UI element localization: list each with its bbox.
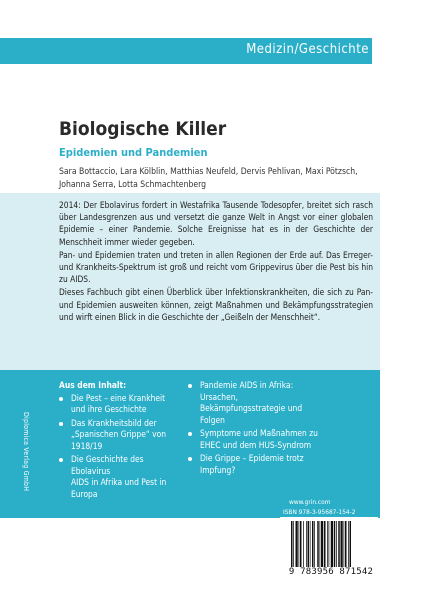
barcode-bar: [291, 521, 293, 567]
barcode-bar: [308, 521, 310, 567]
barcode-bar: [348, 521, 349, 567]
list-item: Die Geschichte des Ebolavirus: [59, 454, 177, 477]
bullet-icon: [59, 458, 63, 462]
book-title: Biologische Killer: [59, 118, 227, 140]
abstract-paragraph-2: Pan- und Epidemien traten und treten in allen Regionen der Erde auf. Das Erreger- und Krankheits-Spektrum ist groß und reicht vom Grippevirus über die Pest bis hin zu AIDS.: [59, 249, 373, 285]
barcode-bar: [345, 521, 347, 567]
barcode-bar: [303, 521, 304, 567]
barcode-bar: [293, 521, 294, 567]
isbn-label: ISBN 978-3-95687-154-2: [283, 508, 356, 516]
list-item: Pandemie AIDS in Afrika: Ursachen, Bekämpfungsstrategie und Folgen: [188, 380, 318, 426]
abstract-paragraph-1: 2014: Der Ebolavirus fordert in Westafrika Tausende Todesopfer, breitet sich rasch über Landesgrenzen aus und versetzt die ganze Welt in Angst vor einer globalen Epidemie – einer Pandemie. Solche Ereignisse hat es in der Geschichte der Menschheit immer wieder gegeben.: [59, 200, 373, 247]
book-subtitle: Epidemien und Pandemien: [59, 146, 208, 159]
barcode-bar: [327, 521, 328, 567]
barcode-bar: [338, 521, 340, 567]
list-item: Das Krankheitsbild der „Spanischen Grippe“ von 1918/19: [59, 418, 177, 453]
barcode-bar: [312, 521, 314, 567]
list-item: Die Grippe – Epidemie trotz Impfung?: [188, 453, 318, 476]
bullet-icon: [59, 397, 63, 401]
list-item: AIDS in Afrika und Pest in Europa: [71, 477, 167, 499]
barcode-bar: [306, 521, 307, 567]
barcode-bar: [329, 521, 330, 567]
barcode-icon: [291, 521, 371, 567]
barcode-bar: [344, 521, 345, 567]
contents-heading: Aus dem Inhalt:: [59, 380, 127, 390]
barcode-bar: [320, 521, 321, 567]
bullet-icon: [59, 422, 63, 426]
barcode-bar: [300, 521, 302, 567]
publisher-website: www.grin.com: [289, 498, 331, 506]
barcode-bar: [317, 521, 319, 567]
barcode-bar: [299, 521, 300, 567]
barcode-bar: [334, 521, 336, 567]
barcode-bar: [321, 521, 323, 567]
barcode-bar: [336, 521, 337, 567]
bullet-icon: [188, 457, 192, 461]
contents-column-right: [188, 380, 318, 478]
bullet-icon: [188, 432, 192, 436]
barcode-bar: [350, 521, 352, 567]
list-item: Die Pest – eine Krankheit und ihre Geschichte: [59, 393, 177, 416]
barcode-bar: [341, 521, 343, 567]
abstract-text: [59, 199, 373, 324]
barcode-bar: [310, 521, 311, 567]
barcode-bar: [324, 521, 326, 567]
publisher-name: Diplomica Verlag GmbH: [22, 412, 30, 492]
barcode-bar: [314, 521, 315, 567]
barcode-number: 9 783956 871542: [288, 567, 374, 577]
contents-column-left: [59, 380, 177, 502]
list-item: Symptome und Maßnahmen zu EHEC und dem HUS-Syndrom: [188, 428, 318, 451]
barcode-bar: [331, 521, 333, 567]
bullet-icon: [188, 384, 192, 388]
abstract-paragraph-3: Dieses Fachbuch gibt einen Überblick über Infektionskrankheiten, die sich zu Pan- und Epidemien ausweiten können, zeigt Maßnahmen und Bekämpfungsstrategien und wirft einen Blick in die Geschichte der „Geißeln der Menschheit“.: [59, 287, 373, 322]
barcode-bar: [296, 521, 298, 567]
publisher-imprint: [20, 412, 32, 532]
category-label: Medizin/Geschichte: [246, 42, 369, 57]
book-authors: Sara Bottaccio, Lara Kölblin, Matthias Neufeld, Dervis Pehlivan, Maxi Pötzsch, Johanna Serra, Lotta Schmachtenberg: [59, 167, 358, 190]
